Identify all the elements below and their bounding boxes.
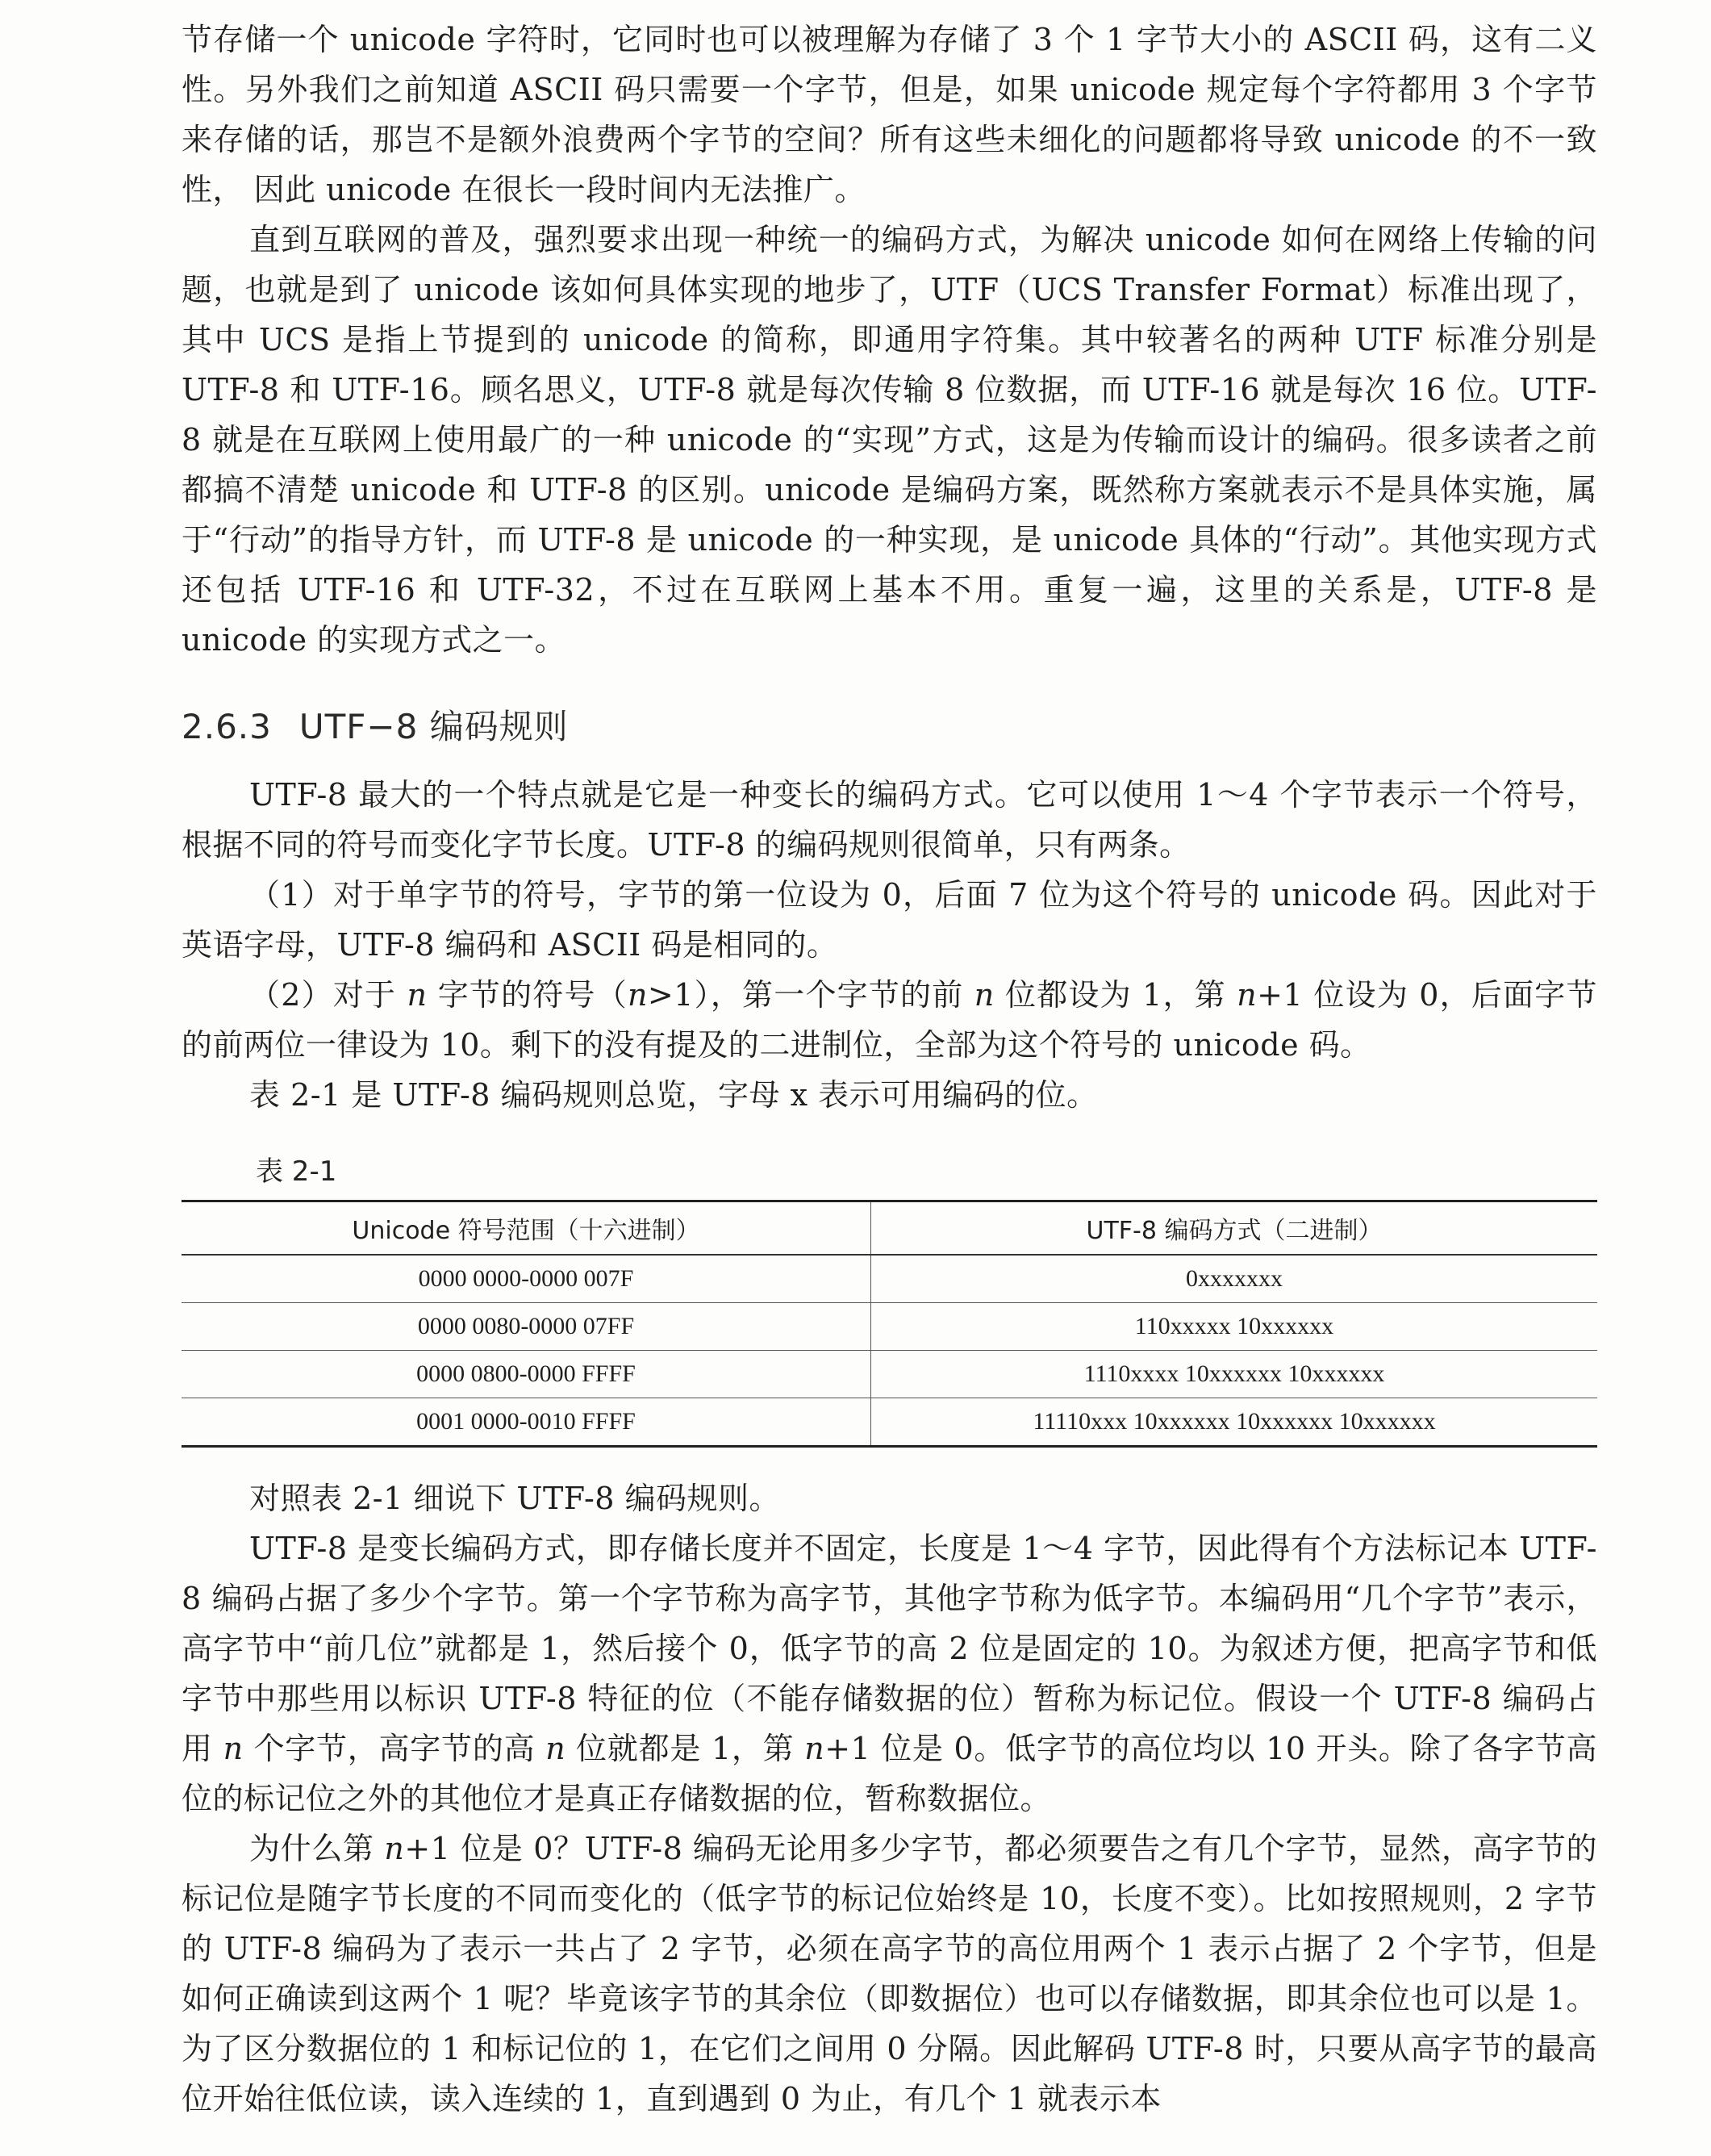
cell-utf8-format: 110xxxxx 10xxxxxx <box>871 1303 1598 1351</box>
table-header-row <box>182 1201 1597 1256</box>
cell-utf8-format: 0xxxxxxx <box>871 1255 1598 1303</box>
header-unicode-range: Unicode 符号范围（十六进制） <box>182 1201 871 1256</box>
paragraph-table-intro: 表 2-1 是 UTF-8 编码规则总览，字母 x 表示可用编码的位。 <box>249 1077 1098 1113</box>
table-caption: 表 2-1 <box>256 1155 337 1188</box>
paragraph-marker-bits: UTF-8 是变长编码方式，即存储长度并不固定，长度是 1～4 字节，因此得有个方法标记本 UTF-8 编码占据了多少个字节。第一个字节称为高字节，其他字节称为低字节。本编码用“几个字节”表示，高字节中“前几位”就都是 1，然后接个 0，低字节的高 2 位是固定的 10。为叙述方便，把高字节和低字节中那些用以标识 UTF-8 特征的位（不能存储数据的位）暂称为标记位。假设一个 UTF-8 编码占用 n 个字节，高字节的高 n 位就都是 1，第 n+1 位是 0。低字节的高位均以 10 开头。除了各字节高位的标记位之外的其他位才是真正存储数据的位，暂称数据位。 <box>182 1531 1597 1816</box>
section-number: 2.6.3 <box>182 707 272 746</box>
table-row <box>182 1303 1597 1351</box>
header-utf8-format: UTF-8 编码方式（二进制） <box>871 1201 1598 1256</box>
paragraph-utf8-variable-length: UTF-8 最大的一个特点就是它是一种变长的编码方式。它可以使用 1～4 个字节表示一个符号，根据不同的符号而变化字节长度。UTF-8 的编码规则很简单，只有两条。 <box>182 777 1597 863</box>
section-title: UTF−8 编码规则 <box>298 707 569 746</box>
book-page <box>182 15 1597 2124</box>
table-row <box>182 1255 1597 1303</box>
cell-unicode-range: 0000 0800-0000 FFFF <box>182 1351 871 1398</box>
cell-utf8-format: 1110xxxx 10xxxxxx 10xxxxxx <box>871 1351 1598 1398</box>
table-row <box>182 1398 1597 1447</box>
paragraph-utf-intro: 直到互联网的普及，强烈要求出现一种统一的编码方式，为解决 unicode 如何在网络上传输的问题，也就是到了 unicode 该如何具体实现的地步了，UTF（UCS Transfer Format）标准出现了，其中 UCS 是指上节提到的 unicode 的简称，即通用字符集。其中较著名的两种 UTF 标准分别是 UTF-8 和 UTF-16。顾名思义，UTF-8 就是每次传输 8 位数据，而 UTF-16 就是每次 16 位。UTF-8 就是在互联网上使用最广的一种 unicode 的“实现”方式，这是为传输而设计的编码。很多读者之前都搞不清楚 unicode 和 UTF-8 的区别。unicode 是编码方案，既然称方案就表示不是具体实施，属于“行动”的指导方针，而 UTF-8 是 unicode 的一种实现，是 unicode 具体的“行动”。其他实现方式还包括 UTF-16 和 UTF-32，不过在互联网上基本不用。重复一遍，这里的关系是，UTF-8 是 unicode 的实现方式之一。 <box>182 222 1597 658</box>
cell-utf8-format: 11110xxx 10xxxxxx 10xxxxxx 10xxxxxx <box>1033 1408 1436 1435</box>
paragraph-unicode-ambiguity: 节存储一个 unicode 字符时，它同时也可以被理解为存储了 3 个 1 字节大小的 ASCII 码，这有二义性。另外我们之前知道 ASCII 码只需要一个字节，但是，如果 unicode 规定每个字符都用 3 个字节来存储的话，那岂不是额外浪费两个字节的空间？所有这些未细化的问题都将导致 unicode 的不一致性， 因此 unicode 在很长一段时间内无法推广。 <box>182 22 1597 207</box>
section-heading <box>182 700 1597 749</box>
utf8-encoding-table <box>182 1200 1597 1448</box>
paragraph-rule-1: （1）对于单字节的符号，字节的第一位设为 0，后面 7 位为这个符号的 unicode 码。因此对于英语字母，UTF-8 编码和 ASCII 码是相同的。 <box>182 877 1597 963</box>
cell-unicode-range: 0000 0000-0000 007F <box>182 1255 871 1303</box>
table-row <box>182 1351 1597 1398</box>
cell-unicode-range: 0000 0080-0000 07FF <box>182 1303 871 1351</box>
paragraph-rule-2: （2）对于 n 字节的符号（n>1），第一个字节的前 n 位都设为 1，第 n+1 位设为 0，后面字节的前两位一律设为 10。剩下的没有提及的二进制位，全部为这个符号的 unicode 码。 <box>182 977 1597 1063</box>
cell-unicode-range: 0001 0000-0010 FFFF <box>182 1398 871 1447</box>
paragraph-after-table: 对照表 2-1 细说下 UTF-8 编码规则。 <box>249 1481 781 1516</box>
paragraph-why-zero: 为什么第 n+1 位是 0？UTF-8 编码无论用多少字节，都必须要告之有几个字节，显然，高字节的标记位是随字节长度的不同而变化的（低字节的标记位始终是 10，长度不变）。比如按照规则，2 字节的 UTF-8 编码为了表示一共占了 2 字节，必须在高字节的高位用两个 1 表示占据了 2 个字节，但是如何正确读到这两个 1 呢？毕竟该字节的其余位（即数据位）也可以存储数据，即其余位也可以是 1。为了区分数据位的 1 和标记位的 1，在它们之间用 0 分隔。因此解码 UTF-8 时，只要从高字节的最高位开始往低位读，读入连续的 1，直到遇到 0 为止，有几个 1 就表示本 <box>182 1831 1597 2116</box>
